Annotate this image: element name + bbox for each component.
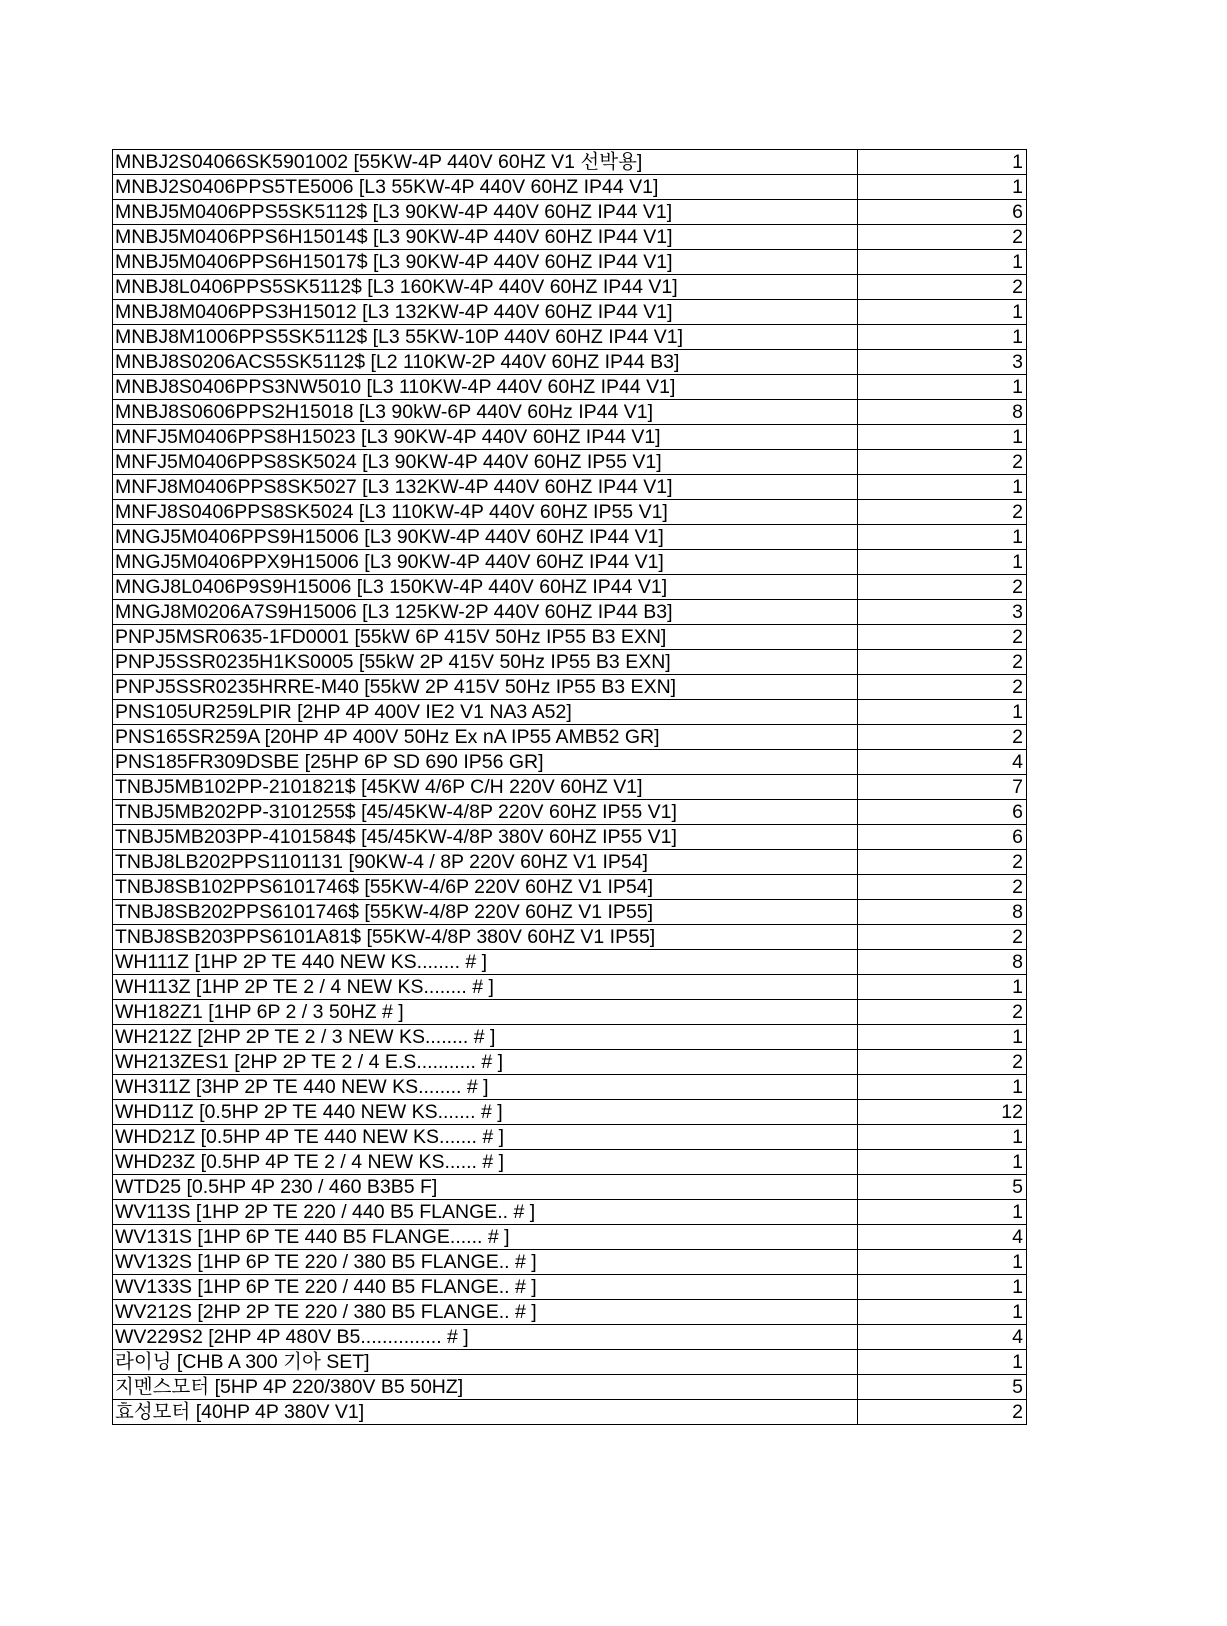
table-row <box>113 350 1027 375</box>
item-quantity-cell: 2 <box>858 850 1027 875</box>
table-row <box>113 275 1027 300</box>
item-description-cell: MNBJ5M0406PPS5SK5112$ [L3 90KW-4P 440V 60HZ IP44 V1] <box>113 200 858 225</box>
item-quantity-cell: 5 <box>858 1375 1027 1400</box>
item-quantity-cell: 2 <box>858 650 1027 675</box>
item-description-cell: WV229S2 [2HP 4P 480V B5............... # ] <box>113 1325 858 1350</box>
item-quantity-cell: 1 <box>858 1275 1027 1300</box>
table-row <box>113 300 1027 325</box>
item-quantity-cell: 8 <box>858 950 1027 975</box>
item-description-cell: WV133S [1HP 6P TE 220 / 440 B5 FLANGE.. # ] <box>113 1275 858 1300</box>
table-row <box>113 1300 1027 1325</box>
item-description-cell: WHD21Z [0.5HP 4P TE 440 NEW KS....... # ] <box>113 1125 858 1150</box>
item-description-cell: MNBJ8S0406PPS3NW5010 [L3 110KW-4P 440V 60HZ IP44 V1] <box>113 375 858 400</box>
item-quantity-cell: 1 <box>858 1025 1027 1050</box>
item-description-cell: WH111Z [1HP 2P TE 440 NEW KS........ # ] <box>113 950 858 975</box>
table-row <box>113 525 1027 550</box>
item-quantity-cell: 2 <box>858 450 1027 475</box>
item-description-cell: MNBJ8S0206ACS5SK5112$ [L2 110KW-2P 440V 60HZ IP44 B3] <box>113 350 858 375</box>
table-row <box>113 225 1027 250</box>
item-description-cell: WH182Z1 [1HP 6P 2 / 3 50HZ # ] <box>113 1000 858 1025</box>
table-row <box>113 850 1027 875</box>
item-quantity-cell: 1 <box>858 1150 1027 1175</box>
item-quantity-cell: 2 <box>858 1400 1027 1425</box>
item-quantity-cell: 1 <box>858 425 1027 450</box>
item-quantity-cell: 3 <box>858 350 1027 375</box>
table-row <box>113 900 1027 925</box>
item-description-cell: PNS165SR259A [20HP 4P 400V 50Hz Ex nA IP55 AMB52 GR] <box>113 725 858 750</box>
item-description-cell: PNS105UR259LPIR [2HP 4P 400V IE2 V1 NA3 A52] <box>113 700 858 725</box>
table-row <box>113 1150 1027 1175</box>
item-description-cell: WHD23Z [0.5HP 4P TE 2 / 4 NEW KS...... # ] <box>113 1150 858 1175</box>
table-row <box>113 1050 1027 1075</box>
item-quantity-cell: 6 <box>858 800 1027 825</box>
table-row <box>113 675 1027 700</box>
table-row <box>113 475 1027 500</box>
table-row <box>113 1275 1027 1300</box>
item-description-cell: WV131S [1HP 6P TE 440 B5 FLANGE...... # ] <box>113 1225 858 1250</box>
table-row <box>113 1350 1027 1375</box>
item-description-cell: MNBJ5M0406PPS6H15017$ [L3 90KW-4P 440V 60HZ IP44 V1] <box>113 250 858 275</box>
table-row <box>113 1125 1027 1150</box>
table-row <box>113 775 1027 800</box>
item-quantity-cell: 2 <box>858 625 1027 650</box>
item-quantity-cell: 1 <box>858 300 1027 325</box>
item-quantity-cell: 2 <box>858 875 1027 900</box>
item-description-cell: TNBJ8SB102PPS6101746$ [55KW-4/6P 220V 60HZ V1 IP54] <box>113 875 858 900</box>
table-row <box>113 575 1027 600</box>
item-description-cell: 라이닝 [CHB A 300 기아 SET] <box>113 1350 858 1375</box>
table-row <box>113 1225 1027 1250</box>
item-quantity-cell: 1 <box>858 1300 1027 1325</box>
item-description-cell: WV132S [1HP 6P TE 220 / 380 B5 FLANGE.. # ] <box>113 1250 858 1275</box>
table-row <box>113 500 1027 525</box>
item-quantity-cell: 1 <box>858 1250 1027 1275</box>
item-quantity-cell: 2 <box>858 275 1027 300</box>
item-description-cell: TNBJ8SB202PPS6101746$ [55KW-4/8P 220V 60HZ V1 IP55] <box>113 900 858 925</box>
table-row <box>113 950 1027 975</box>
table-row <box>113 400 1027 425</box>
item-quantity-cell: 12 <box>858 1100 1027 1125</box>
item-quantity-cell: 2 <box>858 500 1027 525</box>
item-description-cell: MNGJ8L0406P9S9H15006 [L3 150KW-4P 440V 60HZ IP44 V1] <box>113 575 858 600</box>
item-quantity-cell: 1 <box>858 975 1027 1000</box>
item-description-cell: WHD11Z [0.5HP 2P TE 440 NEW KS....... # ] <box>113 1100 858 1125</box>
item-description-cell: MNGJ5M0406PPX9H15006 [L3 90KW-4P 440V 60HZ IP44 V1] <box>113 550 858 575</box>
item-quantity-cell: 5 <box>858 1175 1027 1200</box>
table-row <box>113 550 1027 575</box>
item-quantity-cell: 1 <box>858 700 1027 725</box>
table-row <box>113 725 1027 750</box>
table-row <box>113 1250 1027 1275</box>
item-description-cell: MNFJ5M0406PPS8H15023 [L3 90KW-4P 440V 60HZ IP44 V1] <box>113 425 858 450</box>
table-row <box>113 700 1027 725</box>
table-row <box>113 175 1027 200</box>
item-description-cell: PNPJ5MSR0635-1FD0001 [55kW 6P 415V 50Hz IP55 B3 EXN] <box>113 625 858 650</box>
table-row <box>113 1025 1027 1050</box>
item-quantity-cell: 1 <box>858 325 1027 350</box>
item-description-cell: MNBJ2S0406PPS5TE5006 [L3 55KW-4P 440V 60HZ IP44 V1] <box>113 175 858 200</box>
item-quantity-cell: 2 <box>858 725 1027 750</box>
item-quantity-cell: 1 <box>858 1350 1027 1375</box>
item-description-cell: MNBJ8L0406PPS5SK5112$ [L3 160KW-4P 440V 60HZ IP44 V1] <box>113 275 858 300</box>
inventory-table <box>112 149 1027 1425</box>
item-description-cell: PNS185FR309DSBE [25HP 6P SD 690 IP56 GR] <box>113 750 858 775</box>
item-description-cell: MNFJ5M0406PPS8SK5024 [L3 90KW-4P 440V 60HZ IP55 V1] <box>113 450 858 475</box>
item-description-cell: WV212S [2HP 2P TE 220 / 380 B5 FLANGE.. # ] <box>113 1300 858 1325</box>
item-quantity-cell: 3 <box>858 600 1027 625</box>
item-description-cell: MNBJ8S0606PPS2H15018 [L3 90kW-6P 440V 60Hz IP44 V1] <box>113 400 858 425</box>
item-quantity-cell: 8 <box>858 900 1027 925</box>
table-row <box>113 1075 1027 1100</box>
table-row <box>113 1000 1027 1025</box>
table-row <box>113 875 1027 900</box>
item-quantity-cell: 4 <box>858 1325 1027 1350</box>
table-row <box>113 150 1027 175</box>
item-quantity-cell: 2 <box>858 575 1027 600</box>
item-quantity-cell: 2 <box>858 1050 1027 1075</box>
table-row <box>113 200 1027 225</box>
table-row <box>113 650 1027 675</box>
item-description-cell: MNBJ2S04066SK5901002 [55KW-4P 440V 60HZ V1 선박용] <box>113 150 858 175</box>
table-row <box>113 825 1027 850</box>
item-quantity-cell: 6 <box>858 825 1027 850</box>
item-description-cell: WH212Z [2HP 2P TE 2 / 3 NEW KS........ # ] <box>113 1025 858 1050</box>
item-description-cell: MNFJ8M0406PPS8SK5027 [L3 132KW-4P 440V 60HZ IP44 V1] <box>113 475 858 500</box>
item-description-cell: TNBJ5MB202PP-3101255$ [45/45KW-4/8P 220V 60HZ IP55 V1] <box>113 800 858 825</box>
item-quantity-cell: 1 <box>858 1125 1027 1150</box>
table-row <box>113 1200 1027 1225</box>
table-row <box>113 1100 1027 1125</box>
item-quantity-cell: 1 <box>858 250 1027 275</box>
table-row <box>113 625 1027 650</box>
item-quantity-cell: 2 <box>858 225 1027 250</box>
item-description-cell: TNBJ8SB203PPS6101A81$ [55KW-4/8P 380V 60HZ V1 IP55] <box>113 925 858 950</box>
table-row <box>113 250 1027 275</box>
table-row <box>113 425 1027 450</box>
item-quantity-cell: 6 <box>858 200 1027 225</box>
item-description-cell: PNPJ5SSR0235HRRE-M40 [55kW 2P 415V 50Hz IP55 B3 EXN] <box>113 675 858 700</box>
item-description-cell: WH311Z [3HP 2P TE 440 NEW KS........ # ] <box>113 1075 858 1100</box>
item-quantity-cell: 2 <box>858 925 1027 950</box>
item-description-cell: WH213ZES1 [2HP 2P TE 2 / 4 E.S........... # ] <box>113 1050 858 1075</box>
inventory-table-body <box>113 150 1027 1425</box>
item-quantity-cell: 1 <box>858 1075 1027 1100</box>
item-quantity-cell: 1 <box>858 375 1027 400</box>
table-row <box>113 800 1027 825</box>
item-description-cell: 지멘스모터 [5HP 4P 220/380V B5 50HZ] <box>113 1375 858 1400</box>
table-row <box>113 750 1027 775</box>
table-row <box>113 1375 1027 1400</box>
table-row <box>113 975 1027 1000</box>
item-quantity-cell: 1 <box>858 475 1027 500</box>
item-description-cell: MNGJ8M0206A7S9H15006 [L3 125KW-2P 440V 60HZ IP44 B3] <box>113 600 858 625</box>
item-description-cell: MNBJ5M0406PPS6H15014$ [L3 90KW-4P 440V 60HZ IP44 V1] <box>113 225 858 250</box>
item-description-cell: PNPJ5SSR0235H1KS0005 [55kW 2P 415V 50Hz IP55 B3 EXN] <box>113 650 858 675</box>
item-quantity-cell: 1 <box>858 550 1027 575</box>
item-description-cell: TNBJ5MB102PP-2101821$ [45KW 4/6P C/H 220V 60HZ V1] <box>113 775 858 800</box>
item-description-cell: MNGJ5M0406PPS9H15006 [L3 90KW-4P 440V 60HZ IP44 V1] <box>113 525 858 550</box>
table-row <box>113 325 1027 350</box>
table-row <box>113 925 1027 950</box>
item-description-cell: TNBJ8LB202PPS1101131 [90KW-4 / 8P 220V 60HZ V1 IP54] <box>113 850 858 875</box>
item-description-cell: 효성모터 [40HP 4P 380V V1] <box>113 1400 858 1425</box>
table-row <box>113 450 1027 475</box>
item-quantity-cell: 7 <box>858 775 1027 800</box>
item-description-cell: MNBJ8M1006PPS5SK5112$ [L3 55KW-10P 440V 60HZ IP44 V1] <box>113 325 858 350</box>
item-quantity-cell: 8 <box>858 400 1027 425</box>
item-description-cell: MNFJ8S0406PPS8SK5024 [L3 110KW-4P 440V 60HZ IP55 V1] <box>113 500 858 525</box>
item-quantity-cell: 4 <box>858 1225 1027 1250</box>
table-row <box>113 1325 1027 1350</box>
item-quantity-cell: 1 <box>858 525 1027 550</box>
item-description-cell: WTD25 [0.5HP 4P 230 / 460 B3B5 F] <box>113 1175 858 1200</box>
item-quantity-cell: 1 <box>858 150 1027 175</box>
table-row <box>113 375 1027 400</box>
item-quantity-cell: 2 <box>858 1000 1027 1025</box>
item-description-cell: WH113Z [1HP 2P TE 2 / 4 NEW KS........ # ] <box>113 975 858 1000</box>
item-description-cell: MNBJ8M0406PPS3H15012 [L3 132KW-4P 440V 60HZ IP44 V1] <box>113 300 858 325</box>
table-row <box>113 600 1027 625</box>
item-quantity-cell: 1 <box>858 175 1027 200</box>
item-description-cell: TNBJ5MB203PP-4101584$ [45/45KW-4/8P 380V 60HZ IP55 V1] <box>113 825 858 850</box>
item-quantity-cell: 4 <box>858 750 1027 775</box>
table-row <box>113 1175 1027 1200</box>
item-quantity-cell: 2 <box>858 675 1027 700</box>
table-row <box>113 1400 1027 1425</box>
item-quantity-cell: 1 <box>858 1200 1027 1225</box>
item-description-cell: WV113S [1HP 2P TE 220 / 440 B5 FLANGE.. # ] <box>113 1200 858 1225</box>
